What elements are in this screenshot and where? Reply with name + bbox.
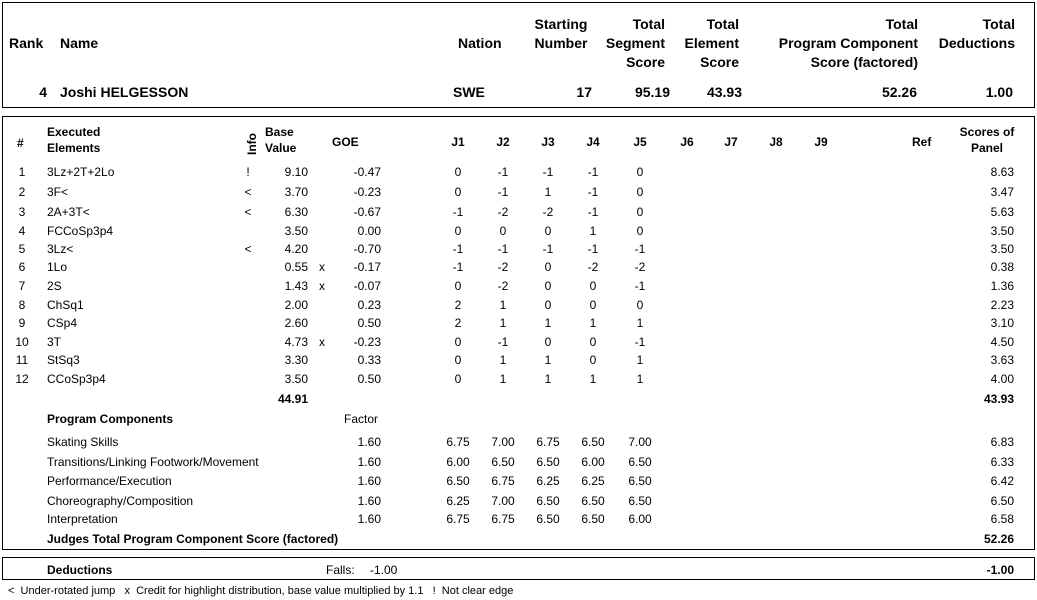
element-judge-score: 0 xyxy=(454,185,462,199)
element-judge-score: 0 xyxy=(636,165,644,179)
element-name: FCCoSp3p4 xyxy=(47,224,114,238)
element-judge-score: 0 xyxy=(454,335,462,349)
element-name: 2A+3T< xyxy=(47,205,90,219)
element-judge-score: 1 xyxy=(589,316,597,330)
pcs-header: Total Program Component Score (factored) xyxy=(778,16,918,70)
element-name: 1Lo xyxy=(47,260,68,274)
component-judge-score: 6.75 xyxy=(446,435,470,449)
element-judge-score: 1 xyxy=(499,353,507,367)
element-base: 0.55 xyxy=(284,260,308,274)
element-judge-score: -1 xyxy=(587,242,599,256)
elements-score-total: 43.93 xyxy=(983,392,1014,406)
component-judge-score: 6.00 xyxy=(628,512,652,526)
rank-header: Rank xyxy=(9,35,44,51)
element-judge-score: 1 xyxy=(636,316,644,330)
judge-header-j6: J6 xyxy=(680,135,694,149)
component-judge-score: 6.50 xyxy=(628,474,652,488)
element-panel-score: 8.63 xyxy=(990,165,1014,179)
component-panel-score: 6.83 xyxy=(990,435,1014,449)
element-judge-score: -2 xyxy=(634,260,646,274)
col-goe-header: GOE xyxy=(332,135,359,149)
component-judge-score: 6.25 xyxy=(581,474,605,488)
element-info: < xyxy=(244,242,252,256)
element-judge-score: 1 xyxy=(544,372,552,386)
element-base: 4.73 xyxy=(284,335,308,349)
component-judge-score: 6.50 xyxy=(628,455,652,469)
element-judge-score: -1 xyxy=(452,242,464,256)
element-goe: -0.23 xyxy=(353,335,381,349)
component-name: Performance/Execution xyxy=(47,474,172,488)
element-num: 11 xyxy=(15,353,29,367)
judge-header-j7: J7 xyxy=(724,135,738,149)
element-base: 3.50 xyxy=(284,372,308,386)
element-judge-score: 0 xyxy=(636,205,644,219)
element-judge-score: 0 xyxy=(454,224,462,238)
col-info-header: Info xyxy=(245,133,259,155)
element-info: < xyxy=(244,185,252,199)
element-base: 4.20 xyxy=(284,242,308,256)
element-judge-score: -1 xyxy=(497,242,509,256)
element-credit: x xyxy=(319,260,325,274)
element-panel-score: 5.63 xyxy=(990,205,1014,219)
element-judge-score: -2 xyxy=(587,260,599,274)
element-judge-score: -2 xyxy=(497,260,509,274)
element-judge-score: -1 xyxy=(634,242,646,256)
element-judge-score: -2 xyxy=(542,205,554,219)
component-judge-score: 6.75 xyxy=(491,512,515,526)
element-judge-score: -1 xyxy=(587,165,599,179)
skater-starting-number: 17 xyxy=(576,84,592,100)
judge-header-j9: J9 xyxy=(814,135,828,149)
element-name: 3F< xyxy=(47,185,69,199)
element-base: 1.43 xyxy=(284,279,308,293)
element-num: 10 xyxy=(15,335,29,349)
element-goe: 0.33 xyxy=(357,353,381,367)
element-goe: -0.47 xyxy=(353,165,381,179)
component-judge-score: 6.50 xyxy=(446,474,470,488)
element-num: 1 xyxy=(18,165,26,179)
component-factor: 1.60 xyxy=(357,474,381,488)
component-judge-score: 7.00 xyxy=(628,435,652,449)
judge-header-j8: J8 xyxy=(769,135,783,149)
components-title: Program Components xyxy=(47,412,174,426)
element-name: 2S xyxy=(47,279,62,293)
element-judge-score: 1 xyxy=(636,372,644,386)
element-judge-score: 1 xyxy=(544,185,552,199)
component-judge-score: 6.50 xyxy=(536,455,560,469)
element-num: 9 xyxy=(18,316,26,330)
element-base: 6.30 xyxy=(284,205,308,219)
skater-pcs: 52.26 xyxy=(881,84,917,100)
element-panel-score: 4.50 xyxy=(990,335,1014,349)
col-num-header: # xyxy=(17,136,24,150)
skater-nation: SWE xyxy=(453,84,485,100)
component-judge-score: 6.00 xyxy=(581,455,605,469)
legend: < Under-rotated jump x Credit for highlight distribution, base value multiplied by 1.1 ! Not clear edge xyxy=(8,585,514,597)
element-goe: 0.50 xyxy=(357,316,381,330)
element-goe: -0.07 xyxy=(353,279,381,293)
element-panel-score: 3.47 xyxy=(990,185,1014,199)
element-judge-score: 0 xyxy=(454,165,462,179)
element-judge-score: 2 xyxy=(454,316,462,330)
element-judge-score: -1 xyxy=(634,279,646,293)
falls-label: Falls: xyxy=(326,563,355,577)
element-judge-score: 0 xyxy=(454,353,462,367)
element-base: 3.50 xyxy=(284,224,308,238)
component-judge-score: 6.25 xyxy=(446,494,470,508)
element-judge-score: 0 xyxy=(544,335,552,349)
element-name: CCoSp3p4 xyxy=(47,372,106,386)
element-goe: -0.23 xyxy=(353,185,381,199)
element-goe: -0.70 xyxy=(353,242,381,256)
element-name: 3Lz+2T+2Lo xyxy=(47,165,115,179)
element-judge-score: 1 xyxy=(499,298,507,312)
element-goe: 0.00 xyxy=(357,224,381,238)
element-num: 8 xyxy=(18,298,26,312)
element-num: 4 xyxy=(18,224,26,238)
tes-header: Total Element Score xyxy=(684,16,739,70)
element-judge-score: 2 xyxy=(454,298,462,312)
element-judge-score: -1 xyxy=(634,335,646,349)
element-goe: -0.17 xyxy=(353,260,381,274)
component-judge-score: 6.50 xyxy=(581,512,605,526)
element-judge-score: 0 xyxy=(589,298,597,312)
element-panel-score: 4.00 xyxy=(990,372,1014,386)
element-num: 12 xyxy=(15,372,29,386)
element-judge-score: 1 xyxy=(636,353,644,367)
component-panel-score: 6.58 xyxy=(990,512,1014,526)
element-num: 6 xyxy=(18,260,26,274)
element-judge-score: 0 xyxy=(544,298,552,312)
element-judge-score: -1 xyxy=(452,205,464,219)
component-factor: 1.60 xyxy=(357,512,381,526)
nation-header: Nation xyxy=(458,35,502,51)
component-panel-score: 6.33 xyxy=(990,455,1014,469)
col-ref-header: Ref xyxy=(912,135,932,149)
element-judge-score: 0 xyxy=(636,185,644,199)
element-judge-score: -1 xyxy=(542,242,554,256)
deductions-label: Deductions xyxy=(47,563,113,577)
skater-deductions: 1.00 xyxy=(985,84,1013,100)
component-judge-score: 6.50 xyxy=(536,512,560,526)
element-judge-score: -1 xyxy=(497,335,509,349)
judge-header-j4: J4 xyxy=(586,135,600,149)
skater-rank: 4 xyxy=(39,84,47,100)
element-judge-score: 0 xyxy=(636,298,644,312)
component-panel-score: 6.42 xyxy=(990,474,1014,488)
element-base: 2.60 xyxy=(284,316,308,330)
element-info: < xyxy=(244,205,252,219)
col-scores-header: Scores of Panel xyxy=(959,125,1015,155)
starting-number-header: Starting Number xyxy=(534,16,588,51)
components-factor-header: Factor xyxy=(344,412,379,426)
col-base-header: Base Value xyxy=(265,125,297,155)
element-name: 3T xyxy=(47,335,62,349)
element-base: 3.30 xyxy=(284,353,308,367)
element-name: CSp4 xyxy=(47,316,78,330)
element-num: 2 xyxy=(18,185,26,199)
skater-tss: 95.19 xyxy=(634,84,670,100)
element-name: ChSq1 xyxy=(47,298,84,312)
element-judge-score: 0 xyxy=(544,260,552,274)
judge-header-j1: J1 xyxy=(451,135,465,149)
element-judge-score: -1 xyxy=(497,185,509,199)
element-judge-score: 1 xyxy=(544,353,552,367)
component-judge-score: 6.50 xyxy=(628,494,652,508)
element-base: 9.10 xyxy=(284,165,308,179)
element-num: 5 xyxy=(18,242,26,256)
falls-value: -1.00 xyxy=(370,563,398,577)
component-factor: 1.60 xyxy=(357,435,381,449)
component-judge-score: 6.50 xyxy=(536,494,560,508)
judge-header-j3: J3 xyxy=(541,135,555,149)
element-panel-score: 3.63 xyxy=(990,353,1014,367)
component-judge-score: 6.75 xyxy=(491,474,515,488)
skater-tes: 43.93 xyxy=(706,84,742,100)
element-judge-score: 0 xyxy=(544,224,552,238)
elements-base-total: 44.91 xyxy=(277,392,308,406)
element-judge-score: -1 xyxy=(587,185,599,199)
component-judge-score: 6.75 xyxy=(446,512,470,526)
element-judge-score: -1 xyxy=(542,165,554,179)
deductions-box xyxy=(2,557,1035,580)
deductions-header: Total Deductions xyxy=(938,16,1015,51)
element-judge-score: -2 xyxy=(497,205,509,219)
component-name: Choreography/Composition xyxy=(47,494,194,508)
element-panel-score: 1.36 xyxy=(990,279,1014,293)
element-judge-score: 0 xyxy=(589,353,597,367)
element-judge-score: 0 xyxy=(589,279,597,293)
name-header: Name xyxy=(60,35,99,51)
element-judge-score: -1 xyxy=(497,165,509,179)
element-judge-score: 1 xyxy=(589,372,597,386)
element-panel-score: 3.10 xyxy=(990,316,1014,330)
element-goe: -0.67 xyxy=(353,205,381,219)
component-judge-score: 7.00 xyxy=(491,435,515,449)
element-credit: x xyxy=(319,279,325,293)
components-total-score: 52.26 xyxy=(983,532,1014,546)
col-elements-header: Executed Elements xyxy=(47,125,101,155)
component-judge-score: 6.00 xyxy=(446,455,470,469)
component-judge-score: 6.75 xyxy=(536,435,560,449)
judge-header-j2: J2 xyxy=(496,135,510,149)
component-factor: 1.60 xyxy=(357,494,381,508)
element-judge-score: -1 xyxy=(587,205,599,219)
skater-name: Joshi HELGESSON xyxy=(60,84,189,100)
element-judge-score: 1 xyxy=(499,372,507,386)
element-judge-score: 0 xyxy=(454,279,462,293)
element-num: 7 xyxy=(18,279,26,293)
component-factor: 1.60 xyxy=(357,455,381,469)
element-credit: x xyxy=(319,335,325,349)
element-judge-score: 0 xyxy=(589,335,597,349)
component-judge-score: 6.25 xyxy=(536,474,560,488)
component-judge-score: 6.50 xyxy=(491,455,515,469)
components-total-label: Judges Total Program Component Score (factored) xyxy=(47,532,339,546)
element-judge-score: 0 xyxy=(499,224,507,238)
component-name: Skating Skills xyxy=(47,435,119,449)
element-judge-score: -1 xyxy=(452,260,464,274)
element-judge-score: 1 xyxy=(544,316,552,330)
element-judge-score: 1 xyxy=(589,224,597,238)
tss-header: Total Segment Score xyxy=(605,16,665,70)
element-panel-score: 3.50 xyxy=(990,242,1014,256)
element-judge-score: -2 xyxy=(497,279,509,293)
component-name: Interpretation xyxy=(47,512,118,526)
element-judge-score: 0 xyxy=(454,372,462,386)
element-panel-score: 3.50 xyxy=(990,224,1014,238)
element-base: 3.70 xyxy=(284,185,308,199)
element-info: ! xyxy=(246,165,250,179)
component-judge-score: 6.50 xyxy=(581,435,605,449)
deductions-total: -1.00 xyxy=(986,563,1014,577)
judge-header-j5: J5 xyxy=(633,135,647,149)
component-name: Transitions/Linking Footwork/Movement xyxy=(47,455,259,469)
element-num: 3 xyxy=(18,205,26,219)
component-judge-score: 6.50 xyxy=(581,494,605,508)
element-base: 2.00 xyxy=(284,298,308,312)
component-panel-score: 6.50 xyxy=(990,494,1014,508)
element-name: 3Lz< xyxy=(47,242,74,256)
element-judge-score: 0 xyxy=(544,279,552,293)
element-judge-score: 0 xyxy=(636,224,644,238)
element-judge-score: 1 xyxy=(499,316,507,330)
element-goe: 0.50 xyxy=(357,372,381,386)
element-panel-score: 2.23 xyxy=(990,298,1014,312)
component-judge-score: 7.00 xyxy=(491,494,515,508)
element-panel-score: 0.38 xyxy=(990,260,1014,274)
element-goe: 0.23 xyxy=(357,298,381,312)
element-name: StSq3 xyxy=(47,353,80,367)
